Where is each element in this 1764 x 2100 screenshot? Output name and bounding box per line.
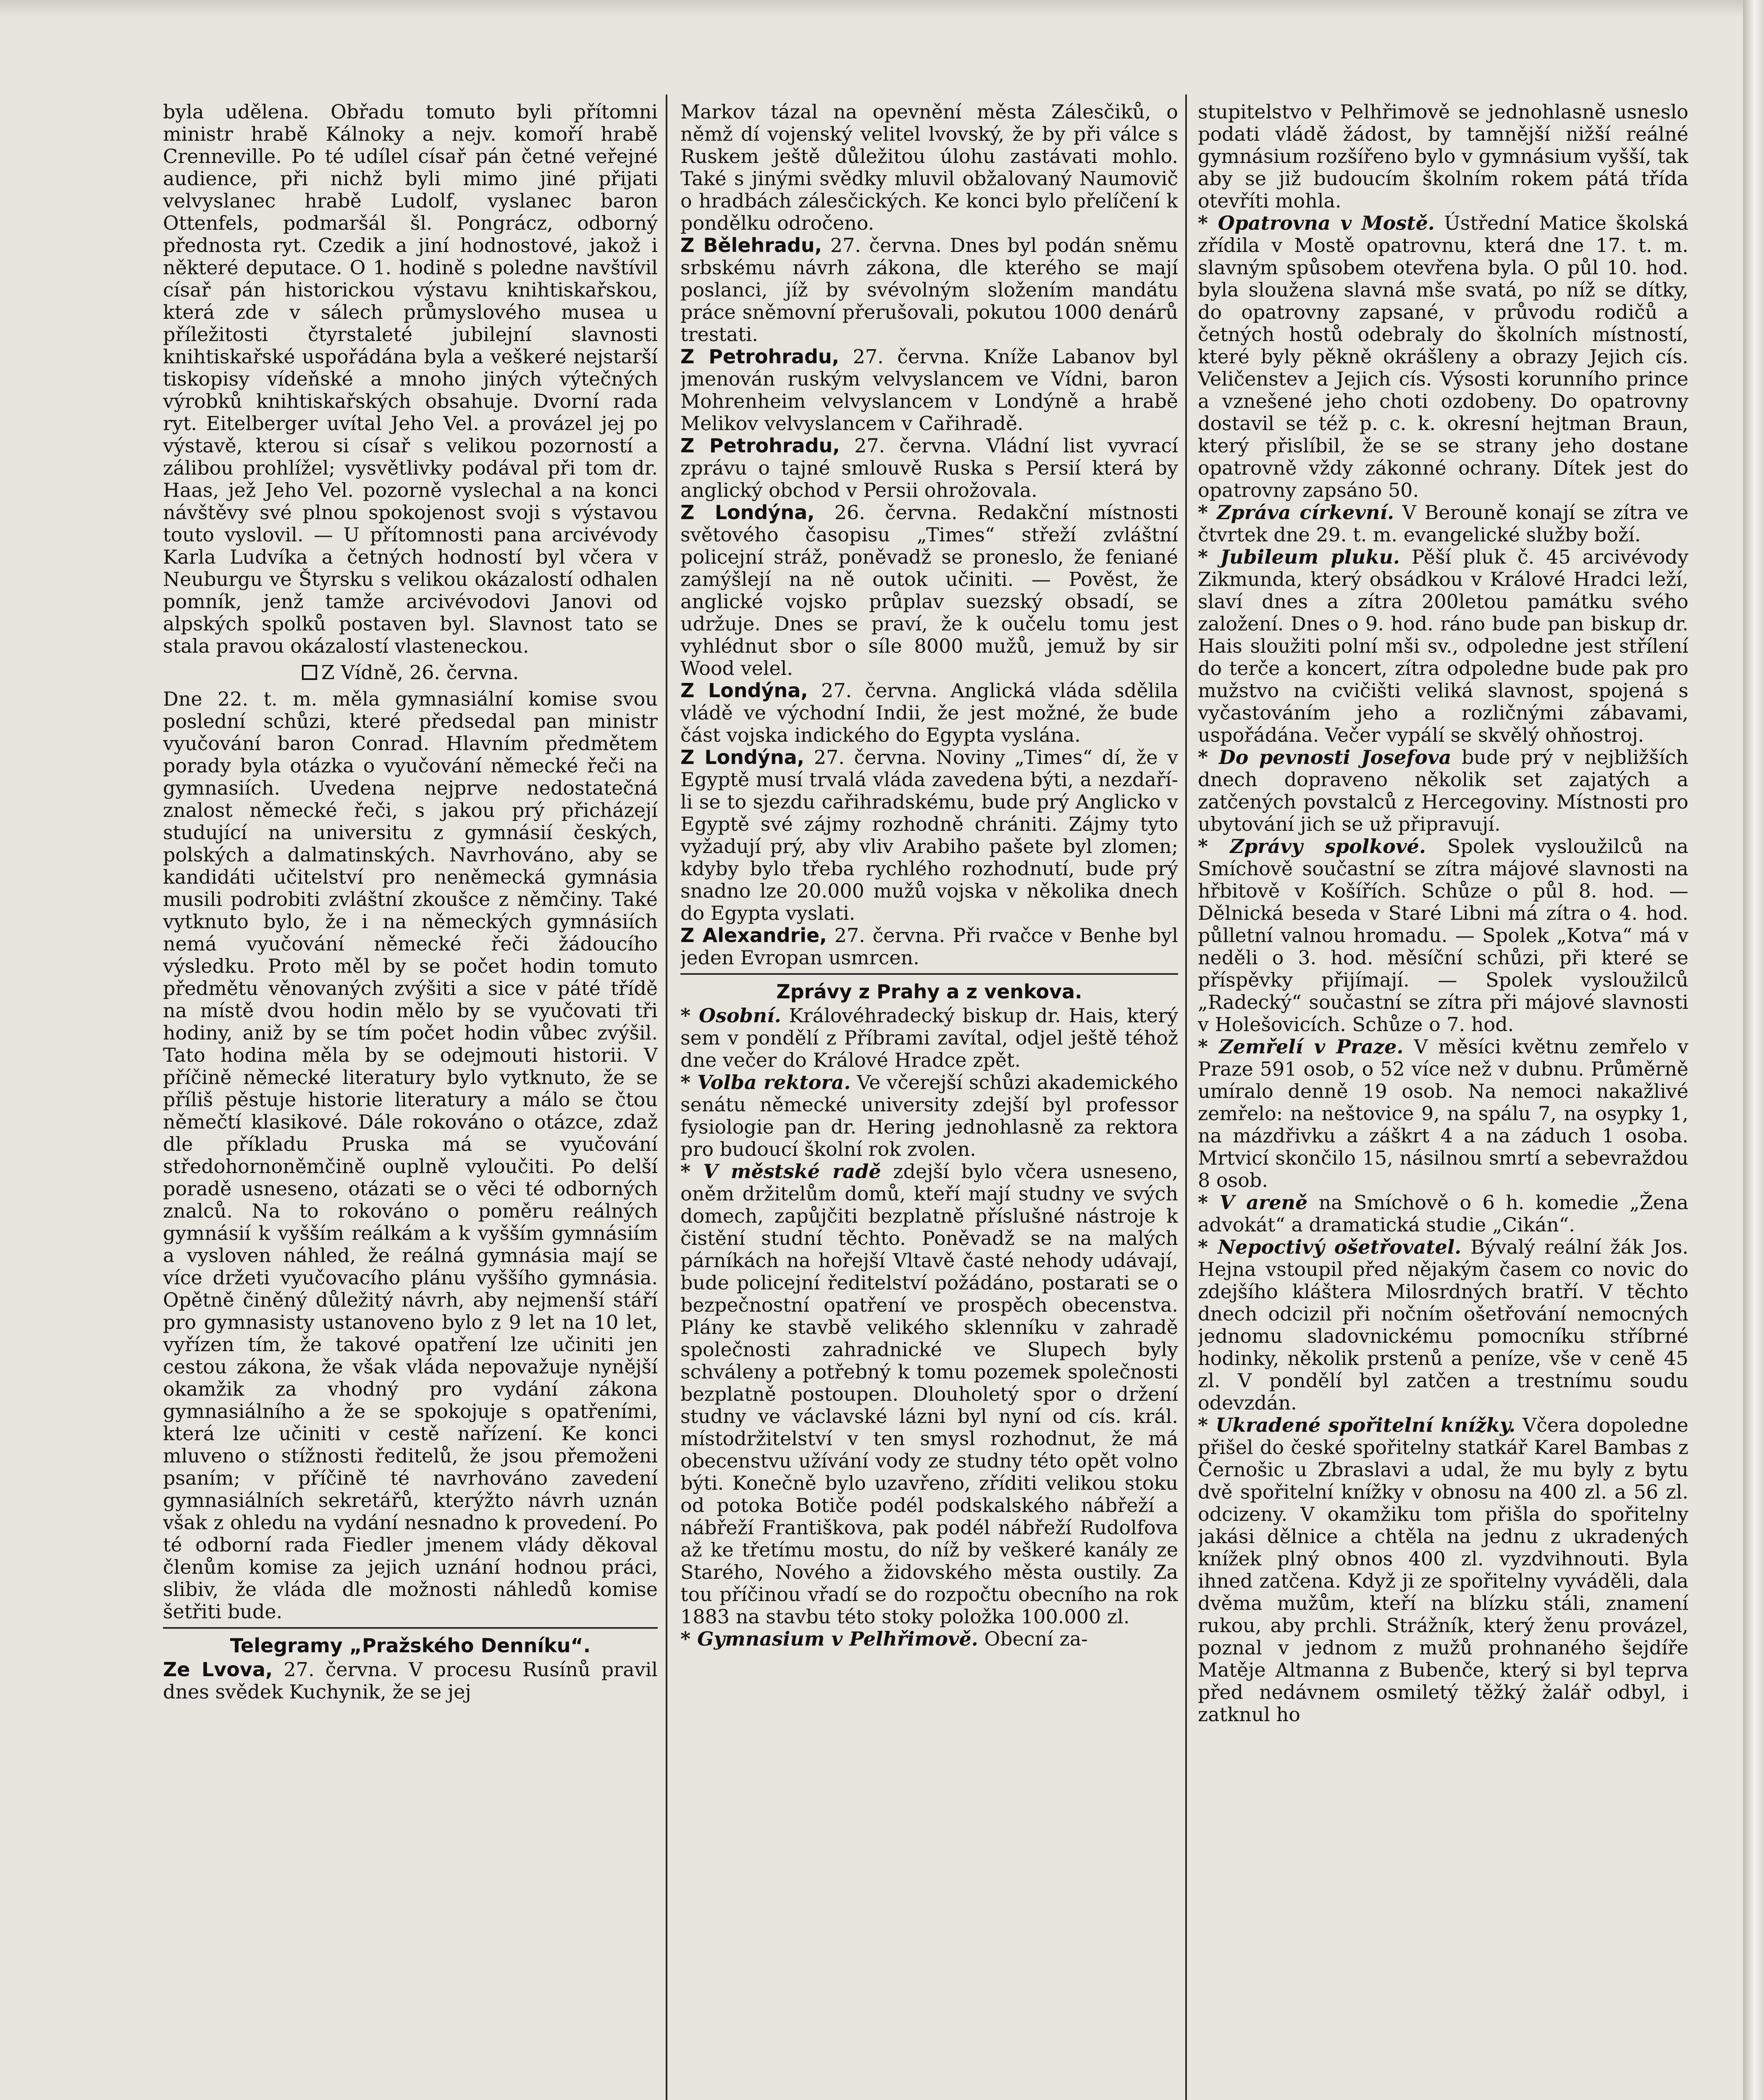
news-pelhrimov-gymnasium-text: Obecní za- <box>984 1628 1088 1650</box>
telegram-petersburg-1 <box>680 346 1178 435</box>
telegram-london-1-place: Z Londýna, <box>680 501 815 524</box>
telegram-london-1 <box>680 501 1178 680</box>
news-most-nursery-title: * Opatrovna v Mostě. <box>1198 212 1435 234</box>
news-rector-election <box>680 1071 1178 1160</box>
telegram-petersburg-2-place: Z Petrohradu, <box>680 434 840 457</box>
news-societies-text: Spolek vysloužilců na Smíchově součastní se zítra májové slavnosti na hřbitově v Košířích. Schůze o půl 8. hod. — Dělnická beseda v Staré Libni má zítra o 4. hod. půlletní valnou hromadu. — Spolek „Kotva“ má v neděli o 3. hod. měsíční schůzi, při které se příspěvky přijímají. — Spolek vysloužilců „Radecký“ součastní se zítra při májové slavnosti v Holešovicích. Schůze o 7. hod. <box>1198 835 1688 1036</box>
telegram-alexandria-place: Z Alexandrie, <box>680 924 827 947</box>
news-arena <box>1198 1192 1688 1236</box>
telegram-london-3-text: 27. června. Noviny „Times“ dí, že v Egyptě musí trvalá vláda zavedena býti, a nezdaří-li se to sjezdu cařihradskému, bude prý Anglicko v Egyptě své zájmy rozhodně chrániti. Zájmy tyto vyžadují prý, aby vliv Arabiho pašete byl zlomen; kdyby bylo třeba rychlého rozhodnutí, bude prý snadno lze 20.000 mužů vojska v několika dnech do Egypta vyslati. <box>680 746 1178 924</box>
news-rector-election-text: Ve včerejší schůzi akademického senátu německé university zdejší byl professor fysiologie pan dr. Hering jednohlasně za rektora pro budoucí školní rok zvolen. <box>680 1071 1178 1160</box>
page-right-edge <box>1743 0 1764 2100</box>
news-societies <box>1198 835 1688 1036</box>
news-personal <box>680 1005 1178 1071</box>
section-divider <box>163 1627 658 1629</box>
column-rule-1 <box>666 94 667 2100</box>
news-church-text: V Berouně konají se zítra ve čtvrtek dne 29. t. m. evangelické služby boží. <box>1198 501 1688 546</box>
telegram-belgrade-text: 27. června. Dnes byl podán sněmu srbskému návrh zákona, dle kterého se mají poslanci, jíž by svévolným složením mandátu práce sněmovní přerušovali, pokutou 1000 denárů trestati. <box>680 234 1178 346</box>
section-box-icon <box>302 665 317 680</box>
telegram-petersburg-1-place: Z Petrohradu, <box>680 345 840 368</box>
page-top-edge <box>0 0 1764 17</box>
column-3 <box>1198 101 1688 2100</box>
vienna-dateline <box>163 662 658 684</box>
news-church <box>1198 501 1688 546</box>
news-personal-text: Královéhradecký biskup dr. Hais, který sem v pondělí z Příbrami zavítal, odjel ještě téhož dne večer do Králové Hradce zpět. <box>680 1004 1178 1071</box>
column-1 <box>163 101 658 2100</box>
telegram-petersburg-2-text: 27. června. Vládní list vyvrací zprávu o tajné smlouvě Ruska s Persií která by anglický obchod v Persii ohrožovala. <box>680 434 1178 501</box>
news-stolen-bankbooks-text: Včera dopoledne přišel do české spořitelny statkář Karel Bambas z Černošic u Zbraslavi a udal, že mu byly z bytu dvě spořitelní knížky v obnosu na 400 zl. a 56 zl. odcizeny. V okamžiku tom přišla do spořitelny jakási dělnice a chtěla na jednu z ukradených knížek plný obnos 400 zl. vyzdvihnouti. Byla ihned zatčena. Když ji ze spořitelny vyváděli, dala dvěma mužům, kteří na blízku stáli, znamení rukou, aby prchli. Strážník, který ženu provázel, poznal v jednom z mužů prohnaného šejdíře Matěje Altmanna z Bubenče, který si byl teprva před nedávnem osmiletý těžký žalář odbyl, i zatknul ho <box>1198 1414 1688 1726</box>
prague-news-heading: Zprávy z Prahy a z venkova. <box>776 980 1082 1003</box>
lviv-trial-continued: Markov tázal na opevnění města Zálesčiků, o němž dí vojenský velitel lvovský, že by při válce s Ruskem ještě důležitou úlohu zastávati mohlo. Také s jinými svědky mluvil obžalovaný Naumovič o hradbách zálesčických. Ke konci bylo přelíčení k pondělku odročeno. <box>680 101 1178 234</box>
news-deaths-text: V měsíci květnu zemřelo v Praze 591 osob, o 52 více než v dubnu. Průměrně umíralo denně 19 osob. Na nemoci nakažlivé zemřelo: na neštovice 9, na spálu 7, na osypky 1, na mázdřivku a záškrt 4 a na záduch 1 osoba. Mrtvicí skončilo 15, násilnou smrtí a sebevraždou 8 osob. <box>1198 1035 1688 1192</box>
telegram-belgrade <box>680 234 1178 346</box>
news-societies-title: * Zprávy spolkové. <box>1198 835 1426 858</box>
news-pelhrimov-gymnasium-title: * Gymnasium v Pelhřimově. <box>680 1628 978 1650</box>
vienna-dateline-text: Z Vídně, 26. června. <box>321 661 519 684</box>
news-dishonest-nurse-text: Bývalý reální žák Jos. Hejna vstoupil před nějakým časem co novic do zdejšího kláštera Milosrdných bratří. V těchto dnech odcizil při nočním ošetřování nemocných jednomu sladovnickému pomocníku stříbrné hodinky, několik prstenů a peníze, vše v ceně 45 zl. V pondělí byl zatčen a trestnímu soudu odevzdán. <box>1198 1236 1688 1414</box>
news-arena-text: na Smíchově o 6 h. komedie „Žena advokát“ a dramatická studie „Cikán“. <box>1198 1191 1688 1236</box>
telegram-belgrade-place: Z Bělehradu, <box>680 234 822 257</box>
telegram-lviv <box>163 1659 658 1703</box>
news-most-nursery <box>1198 212 1688 501</box>
telegrams-heading: Telegramy „Pražského Denníku“. <box>230 1634 591 1657</box>
news-personal-title: * Osobní. <box>680 1004 781 1027</box>
telegram-london-3 <box>680 746 1178 924</box>
pelhrimov-continued: stupitelstvo v Pelhřimově se jednohlasně usneslo podati vládě žádost, by tamnější nižší reálné gymnásium rozšířeno bylo v gymnásium vyšší, tak aby se již budoucím školním rokem pátá třída otevříti mohla. <box>1198 101 1688 212</box>
telegram-london-2 <box>680 680 1178 746</box>
gymnasium-commission-article: Dne 22. t. m. měla gymnasiální komise svou poslední schůzi, které předsedal pan ministr vyučování baron Conrad. Hlavním předmětem porady byla otázka o vyučování německé řeči na gymnasiích. Uvedena nejprve nedostatečná znalost německé řeči, s jakou prý přicházejí studující na universitu z gymnásií českých, polských a dalmatinských. Navrhováno, aby se kandidáti učitelství pro neněmecká gymnásia musili podrobiti zvláštní zkoušce z němčiny. Také vytknuto bylo, že i na německých gymnásiích nemá vyučování německé řeči žádoucího výsledku. Proto měl by se počet hodin tomuto předmětu věnovaných zvýšiti a sice v páté třídě na místě dvou hodin mělo by se vyučovati tři hodiny, aniž by se tím počet hodin vůbec zvýšil. Tato hodina měla by se odejmouti historii. V příčině německé literatury bylo vytknuto, že se příliš pěstuje historie literatury a málo se čtou němečtí klasikové. Dále rokováno o otázce, zdaž dle příkladu Pruska má se vyučování středohornoněmčině ouplně vyloučiti. Po delší poradě usneseno, otázati se o věci té odborných znalců. Na to rokováno o poměru reálných gymnásií k vyšším reálkám a k vyšším gymnásiím a vysloven náhled, že reálná gymnásia mají se více držeti vyučovacího plánu vyššího gymnásia. Opětně činěný důležitý návrh, aby nejmenší stáří pro gymnasisty ustanoveno bylo z 9 let na 10 let, vyřízen tím, že takové opatření lze učiniti jen cestou zákona, že však vláda nepovažuje nynější okamžik za vhodný pro vydání zákona gymnasiálního a že se spokojuje s opatřeními, která lze učiniti v cestě nařízení. Ke konci mluveno o stížnosti ředitelů, že jsou přemoženi psaním; v příčině té navrhováno zavedení gymnasiálních sekretářů, kterýžto návrh uznán však z ohledu na vydání nesnadno k provedení. Po té odborní rada Fiedler jmenem vlády děkoval členům komise za jejich uznání hodnou práci, slibiv, že vláda dle možnosti náhledů komise šetřiti bude. <box>163 688 658 1623</box>
news-regiment-jubilee-text: Pěší pluk č. 45 arcivévody Zikmunda, který obsádkou v Králové Hradci leží, slaví dnes a zítra 200letou památku svého založení. Dnes o 9. hod. ráno bude pan biskup dr. Hais sloužiti polní mši sv., odpoledne jest střílení do terče a koncert, zítra odpoledne bude pak pro mužstvo na cvičišti veliká slavnost, spojená s vyčastováním jeho a rozličnými zábavami, uspořádána. Večer vypálí se skvělý ohňostroj. <box>1198 546 1688 746</box>
telegram-alexandria-text: 27. června. Při rvačce v Benhe byl jeden Evropan usmrcen. <box>680 924 1178 969</box>
news-city-council <box>680 1160 1178 1628</box>
telegram-london-2-place: Z Londýna, <box>680 679 808 702</box>
telegram-london-3-place: Z Londýna, <box>680 746 805 769</box>
telegram-lviv-place: Ze Lvova, <box>163 1658 273 1681</box>
news-most-nursery-text: Ústřední Matice školská zřídila v Mostě opatrovnu, která dne 17. t. m. slavným spůsobem otevřena byla. O půl 10. hod. byla sloužena slavná mše svatá, po níž se dítky, do opatrovny zapsané, v průvodu rodičů a četných hostů odebraly do školních místností, které byly pěkně okrášleny a obrazy Jejich cís. Veličenstev a Jejich cís. Výsosti korunního prince a vznešené jeho choti ozdobeny. Do opatrovny dostavil se též p. c. k. okresní hejtman Braun, který přislíbil, že se se strany jeho dostane opatrovně vždy zákonné ochrany. Dítek jest do opatrovny zapsáno 50. <box>1198 212 1688 501</box>
news-deaths <box>1198 1036 1688 1192</box>
telegram-petersburg-1-text: 27. června. Kníže Labanov byl jmenován ruským velvyslancem ve Vídni, baron Mohrenheim velvyslancem v Londýně a hrabě Melikov velvyslancem v Cařihradě. <box>680 345 1178 435</box>
news-church-title: * Zpráva církevní. <box>1198 501 1394 524</box>
news-josefov-title: * Do pevnosti Josefova <box>1198 746 1452 769</box>
telegram-lviv-text: 27. června. V procesu Rusínů pravil dnes svědek Kuchynik, že se jej <box>163 1658 658 1703</box>
column-rule-2 <box>1185 94 1187 2100</box>
news-dishonest-nurse-title: * Nepoctivý ošetřovatel. <box>1198 1236 1462 1258</box>
telegram-london-2-text: 27. června. Anglická vláda sdělila vládě ve východní Indii, že jest možné, že bude část vojska indického do Egypta vyslána. <box>680 679 1178 746</box>
news-josefov-text: bude prý v nejbližších dnech dopraveno několik set zajatých a zatčených povstalců z Hercegoviny. Místnosti pro ubytování jich se už připravují. <box>1198 746 1688 835</box>
news-josefov <box>1198 746 1688 835</box>
vienna-court-article: byla udělena. Obřadu tomuto byli přítomni ministr hrabě Kálnoky a nejv. komoří hrabě Crenneville. Po té udílel císař pán četné veřejné audience, při nichž byli mimo jiné přijati velvyslanec hrabě Ludolf, vyslanec baron Ottenfels, podmaršál šl. Pongrácz, odborný přednosta ryt. Czedik a jiní hodnostové, jakož i některé deputace. O 1. hodině s poledne navštívil císař pán historickou výstavu knihtiskařskou, která zde v sálech průmyslového musea u příležitosti čtyrstaleté jubilejní slavnosti knihtiskařské uspořádána byla a veškeré nejstarší tiskopisy vídeňské a mnoho jiných výtečných výrobků knihtiskařských obsahuje. Dvorní rada ryt. Eitelberger uvítal Jeho Vel. a provázel jej po výstavě, kterou si císař s velikou pozorností a zálibou prohlížel; vysvětlivky podával při tom dr. Haas, jež Jeho Vel. pozorně vyslechal a na konci návštěvy své plnou spokojenost svoji s výstavou touto vyslovil. — U přítomnosti pana arcivévody Karla Ludvíka a četných hodností byl včera v Neuburgu ve Štyrsku s velikou okázalostí odhalen pomník, jenž tamže arcivévodovi Janovi od alpských spolků postaven byl. Slavnost tato se stala pravou okázalostí vlasteneckou. <box>163 101 658 657</box>
news-arena-title: * V areně <box>1198 1191 1308 1214</box>
telegram-london-1-text: 26. června. Redakční místnosti světového časopisu „Times“ střeží zvláštní policejní stráž, poněvadž se proneslo, že feniané zamýšlejí na ně outok učiniti. — Pověst, že anglické vojsko průplav suezský obsadí, se udržuje. Dnes se praví, že k oučelu tomu jest vyhlédnut sbor o síle 8000 mužů, jemuž by sir Wood velel. <box>680 501 1178 680</box>
news-dishonest-nurse <box>1198 1236 1688 1414</box>
section-divider-2 <box>680 973 1178 975</box>
news-deaths-title: * Zemřelí v Praze. <box>1198 1035 1404 1058</box>
news-regiment-jubilee <box>1198 546 1688 746</box>
telegram-alexandria <box>680 924 1178 969</box>
column-2 <box>680 101 1178 2100</box>
news-city-council-title: * V městské radě <box>680 1160 881 1183</box>
news-rector-election-title: * Volba rektora. <box>680 1071 851 1094</box>
news-city-council-text: zdejší bylo včera usneseno, oněm držitelům domů, kteří mají studny ve svých domech, zapůjčiti bezplatně příslušné nástroje k čistění studní těchto. Poněvadž se na malých párníkách na hořejší Vltavě časté nehody udávají, bude policejní ředitelství požádáno, postarati se o bezpečnostní opatření ve prospěch obecenstva. Plány ke stavbě velikého sklenníku v zahradě společnosti zahradnické ve Slupech byly schváleny a potřebný k tomu pozemek společnosti bezplatně postoupen. Dlouholetý spor o držení studny ve václavské lázni byl nyní od cís. král. místodržitelství v ten smysl rozhodnut, že má obecenstvu užívání vody ze studny této opět volno býti. Konečně bylo uzavřeno, zříditi velikou stoku od potoka Botiče podél podskalského nábřeží a nábřeží Františkova, pak podél nábřeží Rudolfova až ke třetímu mostu, do níž by veškeré kanály ze Starého, Nového a židovského města oustily. Za tou příčinou vřadí se do rozpočtu obecního na rok 1883 na stavbu této stoky položka 100.000 zl. <box>680 1160 1178 1628</box>
telegram-petersburg-2 <box>680 435 1178 501</box>
news-stolen-bankbooks-title: * Ukradené spořitelní knížky. <box>1198 1414 1516 1436</box>
news-regiment-jubilee-title: * Jubileum pluku. <box>1198 546 1400 568</box>
news-pelhrimov-gymnasium <box>680 1628 1178 1650</box>
news-stolen-bankbooks <box>1198 1414 1688 1726</box>
